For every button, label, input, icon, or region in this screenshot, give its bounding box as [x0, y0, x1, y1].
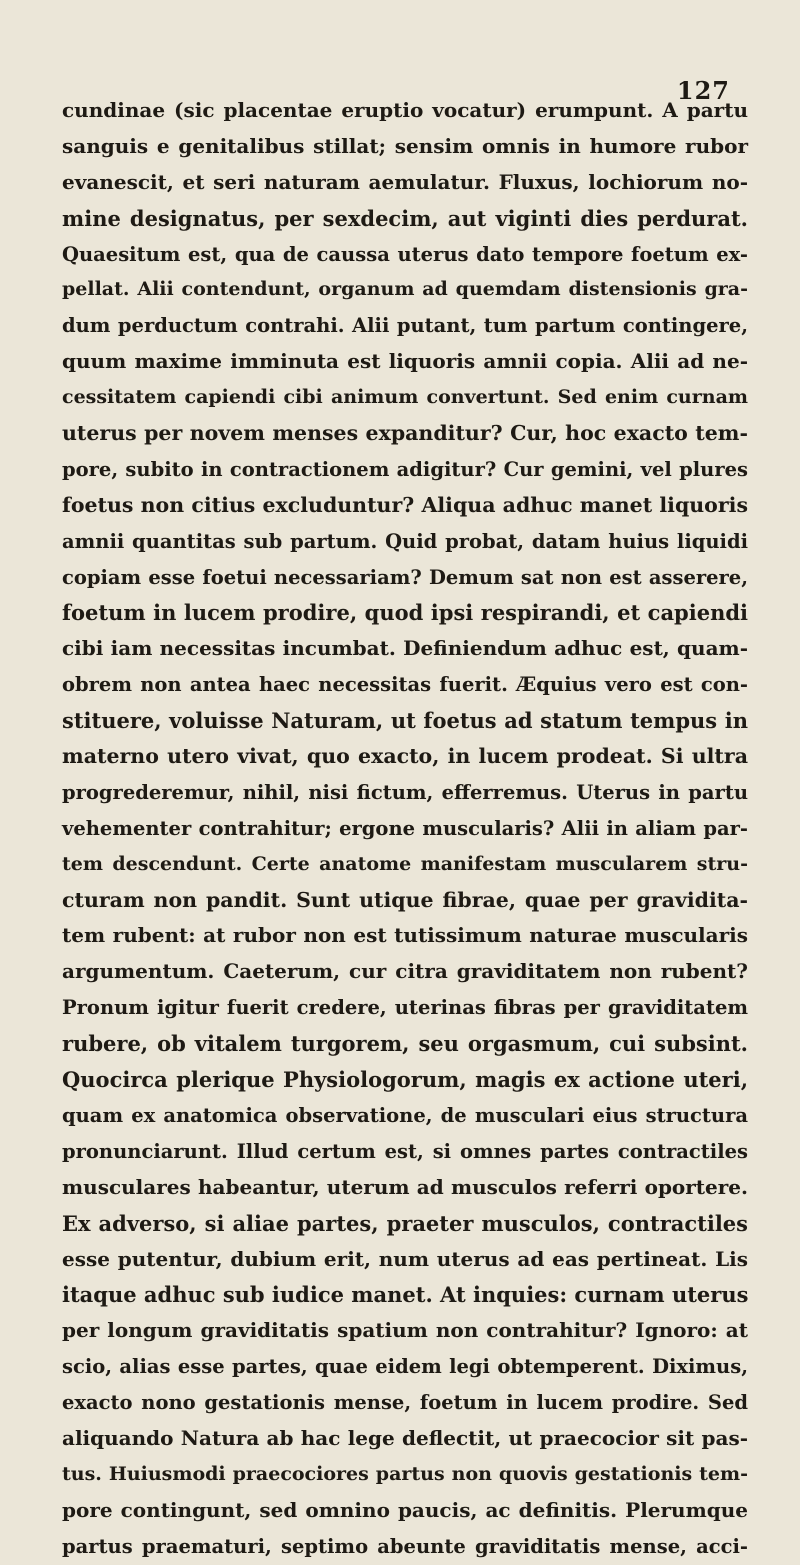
text-line: tem descendunt. Certe anatome manifestam muscularem stru-: [62, 852, 748, 875]
text-line: Ex adverso, si aliae partes, praeter musculos, contractiles: [62, 1210, 748, 1236]
text-line: pore, subito in contractionem adigitur? Cur gemini, vel plures: [62, 457, 748, 481]
text-line: Pronum igitur fuerit credere, uterinas fibras per graviditatem: [62, 996, 748, 1020]
text-line: tus. Huiusmodi praecociores partus non quovis gestationis tem-: [62, 1462, 748, 1485]
text-line: cibi iam necessitas incumbat. Definiendum adhuc est, quam-: [62, 636, 748, 661]
text-line: sanguis e genitalibus stillat; sensim omnis in humore rubor: [62, 133, 748, 158]
text-line: scio, alias esse partes, quae eidem legi obtemperent. Diximus,: [62, 1355, 748, 1379]
text-line: foetus non citius excluduntur? Aliqua adhuc manet liquoris: [62, 492, 748, 517]
text-line: mine designatus, per sexdecim, aut viginti dies perdurat.: [62, 205, 748, 231]
text-line: cturam non pandit. Sunt utique fibrae, quae per gravidita-: [62, 887, 748, 912]
text-line: cundinae (sic placentae eruptio vocatur) erumpunt. A partu: [62, 98, 748, 122]
text-line: progrederemur, nihil, nisi fictum, efferremus. Uterus in partu: [62, 780, 748, 804]
text-line: evanescit, et seri naturam aemulatur. Fluxus, lochiorum no-: [62, 169, 748, 194]
text-line: obrem non antea haec necessitas fuerit. Æquius vero est con-: [62, 673, 748, 697]
text-line: pore contingunt, sed omnino paucis, ac definitis. Plerumque: [62, 1497, 748, 1522]
text-line: stituere, voluisse Naturam, ut foetus ad statum tempus in: [62, 708, 748, 734]
text-line: aliquando Natura ab hac lege deflectit, ut praecocior sit pas-: [62, 1425, 748, 1450]
text-line: dum perductum contrahi. Alii putant, tum partum contingere,: [62, 314, 748, 338]
text-line: quum maxime imminuta est liquoris amnii copia. Alii ad ne-: [62, 349, 748, 374]
text-line: tem rubent: at rubor non est tutissimum naturae muscularis: [62, 923, 748, 948]
text-line: Quocirca plerique Physiologorum, magis ex actione uteri,: [62, 1067, 748, 1093]
text-line: rubere, ob vitalem turgorem, seu orgasmum, cui subsint.: [62, 1031, 748, 1057]
text-line: cessitatem capiendi cibi animum convertunt. Sed enim curnam: [62, 386, 748, 409]
text-line: musculares habeantur, uterum ad musculos referri oportere.: [62, 1174, 748, 1199]
text-line: foetum in lucem prodire, quod ipsi respirandi, et capiendi: [62, 600, 748, 626]
text-line: copiam esse foetui necessariam? Demum sat non est asserere,: [62, 565, 748, 589]
text-line: amnii quantitas sub partum. Quid probat, datam huius liquidi: [62, 529, 748, 553]
text-line: pellat. Alii contendunt, organum ad quemdam distensionis gra-: [62, 278, 748, 301]
text-line: materno utero vivat, quo exacto, in lucem prodeat. Si ultra: [62, 744, 748, 769]
text-line: per longum graviditatis spatium non contrahitur? Ignoro: at: [62, 1318, 748, 1343]
text-line: uterus per novem menses expanditur? Cur, hoc exacto tem-: [62, 421, 748, 446]
text-line: Quaesitum est, qua de caussa uterus dato tempore foetum ex-: [62, 242, 748, 266]
text-line: quam ex anatomica observatione, de musculari eius structura: [62, 1103, 748, 1127]
text-line: argumentum. Caeterum, cur citra graviditatem non rubent?: [62, 959, 748, 984]
text-line: partus praematuri, septimo abeunte graviditatis mense, acci-: [62, 1534, 748, 1558]
text-line: esse putentur, dubium erit, num uterus ad eas pertineat. Lis: [62, 1246, 748, 1271]
text-line: pronunciarunt. Illud certum est, si omnes partes contractiles: [62, 1139, 748, 1163]
text-line: vehementer contrahitur; ergone muscularis? Alii in aliam par-: [62, 816, 748, 840]
page-number: 127: [676, 76, 730, 105]
text-line: itaque adhuc sub iudice manet. At inquies: curnam uterus: [62, 1282, 749, 1308]
text-line: exacto nono gestationis mense, foetum in lucem prodire. Sed: [62, 1391, 748, 1415]
body-text: [62, 93, 748, 1565]
